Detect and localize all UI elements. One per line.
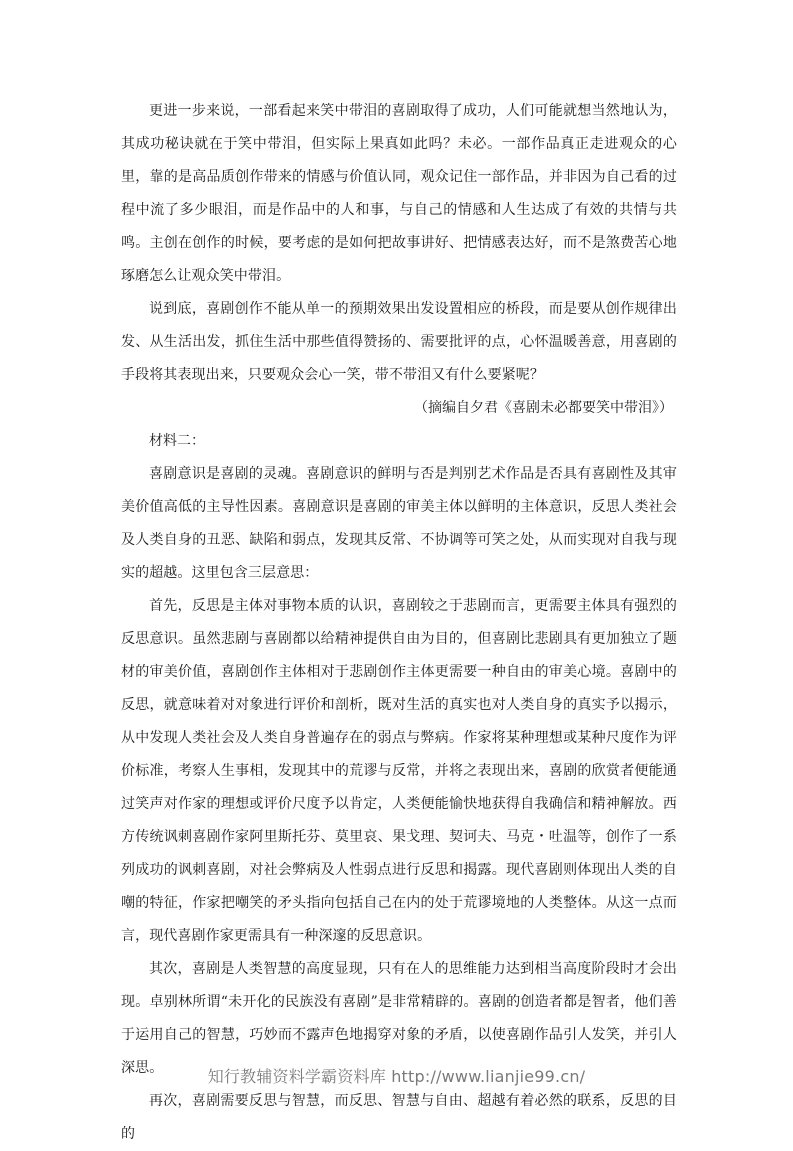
footer-watermark: 知行教辅资料学霸资料库 http://www.lianjie99.cn/ <box>207 1067 586 1086</box>
document-body <box>121 95 677 1151</box>
paragraph: 其次，喜剧是人类智慧的高度显现，只有在人的思维能力达到相当高度阶段时才会出现。卓别林所谓“未开化的民族没有喜剧”是非常精辟的。喜剧的创造者都是智者，他们善于运用自己的智慧，巧妙而不露声色地揭穿对象的矛盾，以使喜剧作品引人发笑，并引人深思。 <box>121 961 677 1076</box>
source-citation: （摘编自夕君《喜剧未必都要笑中带泪》） <box>414 400 673 416</box>
paragraph: 说到底，喜剧创作不能从单一的预期效果出发设置相应的桥段，而是要从创作规律出发、从生活出发，抓住生活中那些值得赞扬的、需要批评的点，心怀温暖善意，用喜剧的手段将其表现出来，只要观众会心一笑，带不带泪又有什么要紧呢？ <box>121 301 677 383</box>
section-label: 材料二： <box>149 433 205 449</box>
paragraph: 再次，喜剧需要反思与智慧，而反思、智慧与自由、超越有着必然的联系，反思的目的 <box>121 1093 677 1142</box>
paragraph: 喜剧意识是喜剧的灵魂。喜剧意识的鲜明与否是判别艺术作品是否具有喜剧性及其审美价值高低的主导性因素。喜剧意识是喜剧的审美主体以鲜明的主体意识，反思人类社会及人类自身的丑恶、缺陷和弱点，发现其反常、不协调等可笑之处，从而实现对自我与现实的超越。这里包含三层意思： <box>121 466 677 581</box>
paragraph: 首先，反思是主体对事物本质的认识，喜剧较之于悲剧而言，更需要主体具有强烈的反思意识。虽然悲剧与喜剧都以给精神提供自由为目的，但喜剧比悲剧具有更加独立了题材的审美价值，喜剧创作主体相对于悲剧创作主体更需要一种自由的审美心境。喜剧中的反思，就意味着对对象进行评价和剖析，既对生活的真实也对人类自身的真实予以揭示，从中发现人类社会及人类自身普遍存在的弱点与弊病。作家将某种理想或某种尺度作为评价标准，考察人生事相，发现其中的荒谬与反常，并将之表现出来，喜剧的欣赏者便能通过笑声对作家的理想或评价尺度予以肯定，人类便能愉快地获得自我确信和精神解放。西方传统讽刺喜剧作家阿里斯托芬、莫里哀、果戈理、契诃夫、马克・吐温等，创作了一系列成功的讽刺喜剧，对社会弊病及人性弱点进行反思和揭露。现代喜剧则体现出人类的自嘲的特征，作家把嘲笑的矛头指向包括自己在内的处于荒谬境地的人类整体。从这一点而言，现代喜剧作家更需具有一种深邃的反思意识。 <box>121 598 677 944</box>
paragraph: 更进一步来说，一部看起来笑中带泪的喜剧取得了成功，人们可能就想当然地认为，其成功秘诀就在于笑中带泪，但实际上果真如此吗？未必。一部作品真正走进观众的心里，靠的是高品质创作带来的情感与价值认同，观众记住一部作品，并非因为自己看的过程中流了多少眼泪，而是作品中的人和事，与自己的情感和人生达成了有效的共情与共鸣。主创在创作的时候，要考虑的是如何把故事讲好、把情感表达好，而不是煞费苦心地琢磨怎么让观众笑中带泪。 <box>121 103 677 284</box>
